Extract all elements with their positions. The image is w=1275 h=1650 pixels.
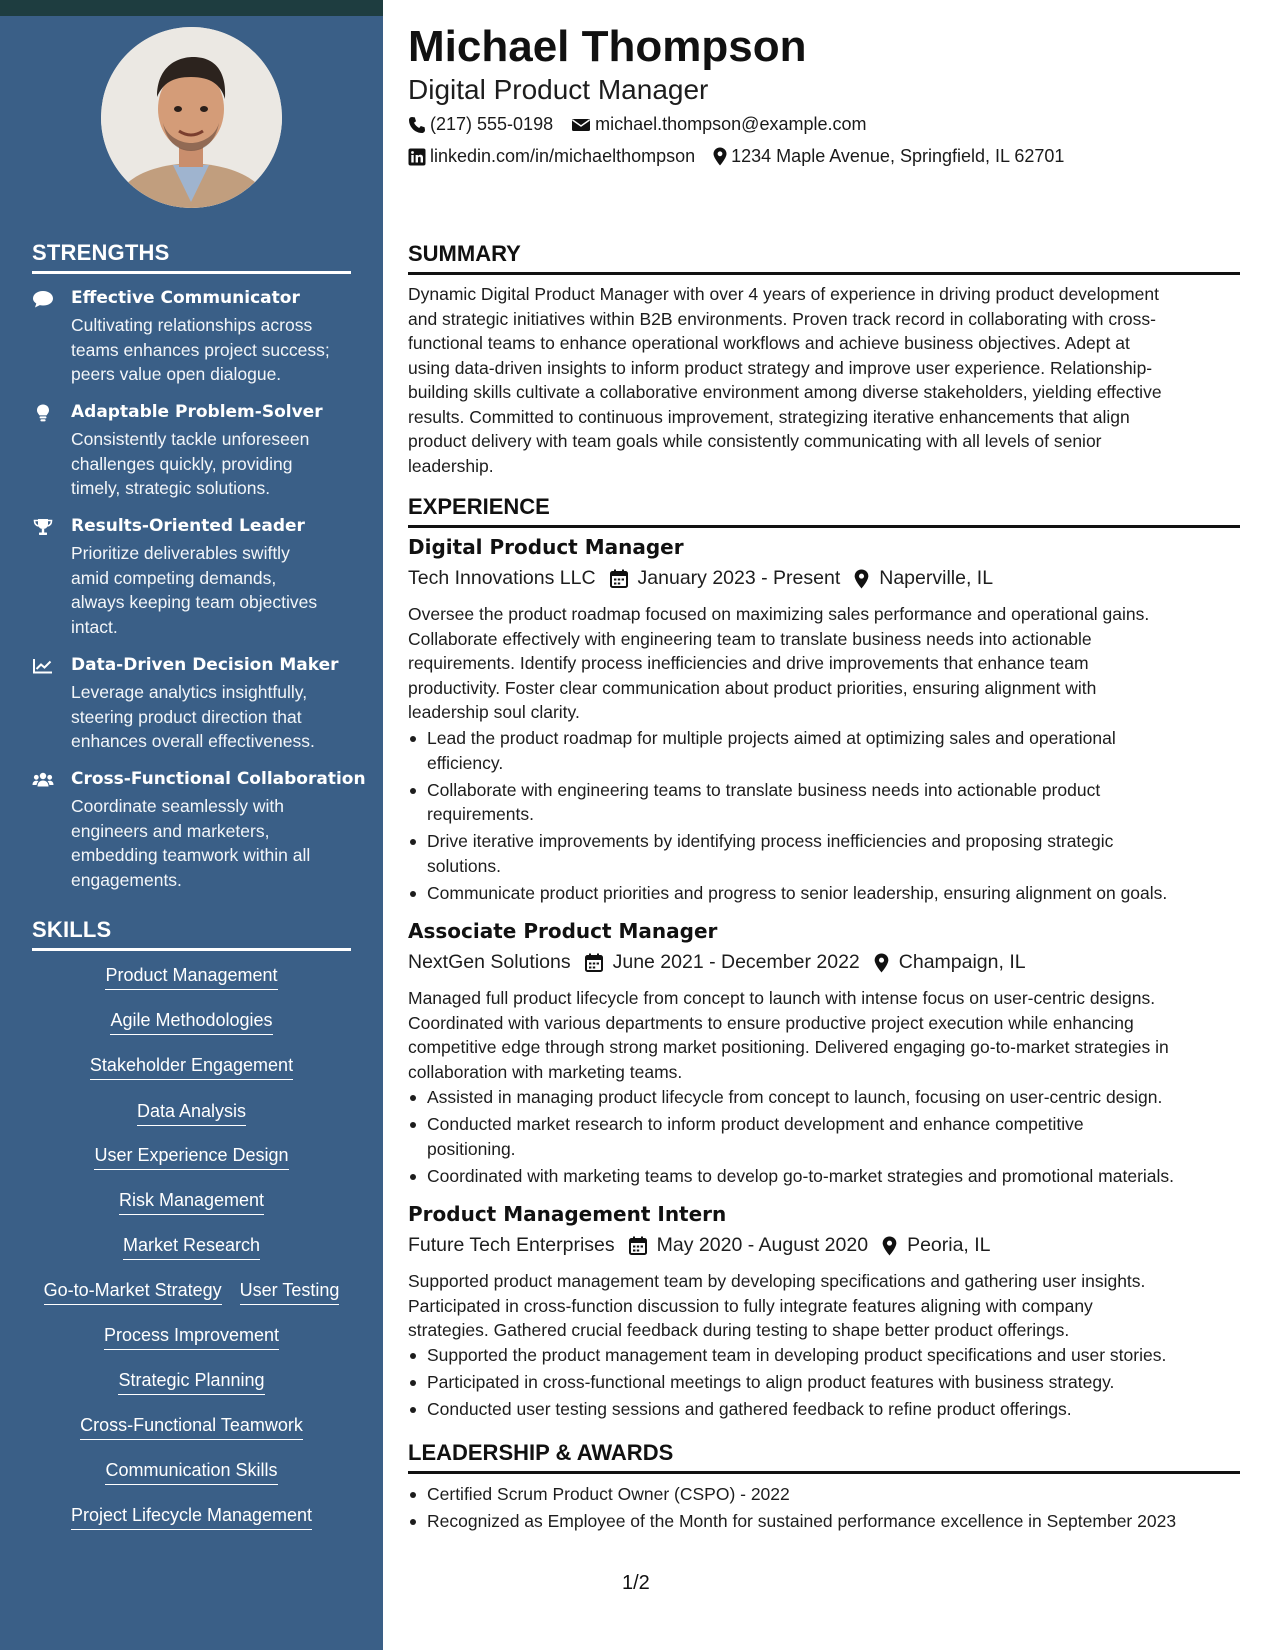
job-title: Associate Product Manager [408,919,718,943]
job-dates: May 2020 - August 2020 [629,1234,868,1257]
list-item: Communicate product priorities and progress to senior leadership, ensuring alignment on goals. [408,881,1240,906]
list-item: Supported the product management team in developing product specifications and user stories. [408,1343,1240,1368]
calendar-icon [629,1236,647,1255]
email-contact [571,114,866,135]
skill-tag: Market Research [123,1235,260,1260]
list-item: Participated in cross-functional meetings to align product features with business strategy. [408,1370,1240,1395]
person-title: Digital Product Manager [408,74,709,105]
list-item: Lead the product roadmap for multiple projects aimed at optimizing sales and operational efficiency. [408,726,1240,775]
phone-text: (217) 555-0198 [430,114,554,134]
linkedin-contact [408,146,695,167]
phone-icon [408,116,426,134]
list-item: Coordinated with marketing teams to develop go-to-market strategies and promotional materials. [408,1164,1240,1189]
email-text: michael.thompson@example.com [595,114,867,134]
skill-tag: Communication Skills [105,1460,277,1485]
users-icon [32,771,54,789]
strengths-heading: STRENGTHS [32,240,351,274]
strength-description: Leverage analytics insightfully, steering product direction that enhances overall effectiveness. [71,682,315,751]
job-company: NextGen Solutions [408,951,571,973]
skill-tag: Risk Management [119,1190,264,1215]
strength-item [32,288,362,388]
address-text: 1234 Maple Avenue, Springfield, IL 62701 [731,146,1065,166]
job-meta [408,567,1007,590]
job-title: Digital Product Manager [408,535,684,559]
profile-photo [101,27,282,208]
map-pin-icon [882,1236,897,1256]
trophy-icon [32,518,54,536]
job-company: Future Tech Enterprises [408,1234,615,1256]
list-item: Drive iterative improvements by identifying process inefficiencies and proposing strategic solutions. [408,829,1240,878]
strength-description: Coordinate seamlessly with engineers and marketers, embedding teamwork within all engagements. [71,796,311,890]
job-dates: June 2021 - December 2022 [585,951,860,974]
strength-item [32,402,362,502]
list-item: Certified Scrum Product Owner (CSPO) - 2022 [408,1482,1240,1507]
awards-heading: LEADERSHIP & AWARDS [408,1440,1240,1474]
contact-row [408,114,884,135]
strength-title: Adaptable Problem-Solver [71,402,323,422]
job-bullets [408,1085,1240,1191]
job-title: Product Management Intern [408,1202,727,1226]
skill-tag: Agile Methodologies [110,1010,272,1035]
job-bullets [408,1343,1240,1424]
map-pin-icon [874,953,889,973]
job-location: Champaign, IL [874,951,1026,974]
map-pin-icon [854,569,869,589]
skills-heading: SKILLS [32,917,351,951]
strength-title: Data-Driven Decision Maker [71,655,339,675]
sidebar [0,0,383,1650]
strength-item [32,655,362,755]
skill-tag: Data Analysis [137,1101,246,1126]
strength-item [32,769,366,894]
skill-tag: Project Lifecycle Management [71,1505,312,1530]
strength-description: Prioritize deliverables swiftly amid competing demands, always keeping team objectives intact. [71,543,318,637]
calendar-icon [585,953,603,972]
job-dates: January 2023 - Present [610,567,841,590]
skill-tag: User Experience Design [94,1145,288,1170]
strength-title: Effective Communicator [71,288,300,308]
address-contact [713,146,1064,167]
linkedin-icon [408,148,426,166]
list-item: Collaborate with engineering teams to translate business needs into actionable product requirements. [408,778,1240,827]
job-meta [408,1234,1005,1257]
job-description: Supported product management team by developing specifications and gathering user insights. Participated in cross-function discussion to fully integrate features aligning with company strategies. Gathered crucial feedback during testing to shape better product offerings. [408,1271,1146,1340]
lightbulb-icon [32,404,54,422]
list-item: Recognized as Employee of the Month for sustained performance excellence in September 2023 [408,1509,1240,1534]
strength-item [32,516,362,641]
experience-heading: EXPERIENCE [408,494,1240,528]
job-description: Oversee the product roadmap focused on maximizing sales performance and operational gains. Collaborate effectively with engineering team to translate business needs into actionable requirements. Identify process inefficiencies and drive improvements that enhance team productivity. Foster clear communication about product priorities, ensuring alignment with leadership soul clarity. [408,604,1150,722]
contact-row [408,146,1082,167]
awards-list [408,1482,1240,1536]
summary-heading: SUMMARY [408,241,1240,275]
strength-description: Consistently tackle unforeseen challenges quickly, providing timely, strategic solutions. [71,429,310,498]
skill-tag: Process Improvement [104,1325,279,1350]
linkedin-text: linkedin.com/in/michaelthompson [430,146,696,166]
job-location: Peoria, IL [882,1234,990,1257]
summary-text: Dynamic Digital Product Manager with over 4 years of experience in driving product development and strategic initiatives within B2B environments. Proven track record in collaborating with cross- functional teams to enhance operational workflows and achieve business objectives. Adept at using data-driven insights to inform product strategy and improve user experience. Relationship- building skills cultivate a collaborative environment among diverse stakeholders, yielding effective results. Committed to continuous improvement, strategizing iterative enhancements that align product delivery with team goals while consistently communicating with all levels of senior leadership. [408,284,1162,476]
speech-bubble-icon [32,290,54,308]
list-item: Assisted in managing product lifecycle from concept to launch, focusing on user-centric design. [408,1085,1240,1110]
strength-title: Results-Oriented Leader [71,516,305,536]
job-bullets [408,726,1240,908]
map-pin-icon [713,147,727,166]
line-chart-icon [32,657,54,675]
skill-tag: User Testing [240,1280,340,1305]
skill-tag: Stakeholder Engagement [90,1055,293,1080]
job-location: Naperville, IL [854,567,993,590]
phone-contact [408,114,553,135]
job-meta [408,951,1040,974]
skill-tag: Go-to-Market Strategy [44,1280,222,1305]
envelope-icon [571,117,591,133]
job-company: Tech Innovations LLC [408,567,596,589]
list-item: Conducted user testing sessions and gathered feedback to refine product offerings. [408,1397,1240,1422]
strength-title: Cross-Functional Collaboration [71,769,366,789]
list-item: Conducted market research to inform product development and enhance competitive positioning. [408,1112,1240,1161]
sidebar-top-band [0,0,383,16]
calendar-icon [610,569,628,588]
person-name: Michael Thompson [408,22,807,71]
skill-tag: Cross-Functional Teamwork [80,1415,303,1440]
strength-description: Cultivating relationships across teams enhances project success; peers value open dialogue. [71,315,330,384]
skill-tag: Product Management [105,965,277,990]
page-number: 1/2 [622,1572,650,1594]
skill-tag: Strategic Planning [118,1370,264,1395]
job-description: Managed full product lifecycle from concept to launch with intense focus on user-centric designs. Coordinated with various departments to ensure productive project execution while enhancing competitive edge through strong market positioning. Delivered engaging go-to-market strategies in collaboration with marketing teams. [408,988,1169,1082]
